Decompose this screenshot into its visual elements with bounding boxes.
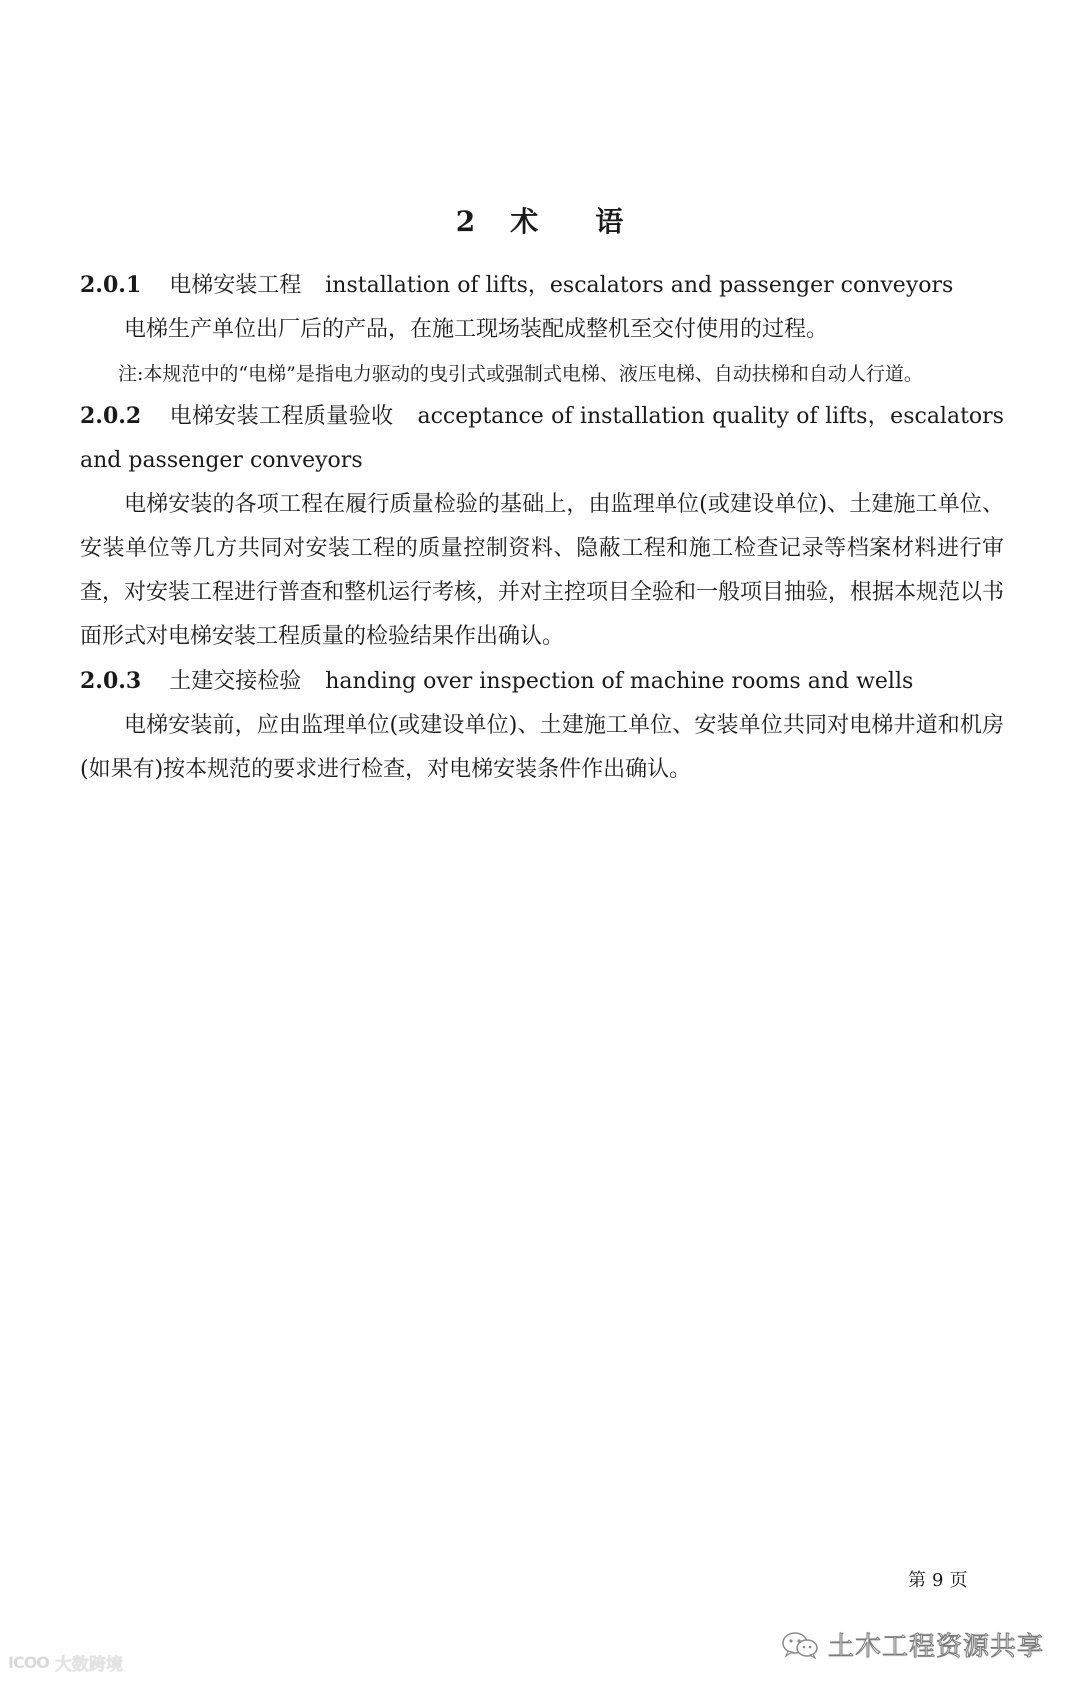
- watermark-right-text: 土木工程资源共享: [828, 1632, 1045, 1662]
- wechat-icon: [780, 1630, 820, 1660]
- clause-number: 2.0.3: [80, 668, 142, 694]
- clause-number: 2.0.2: [80, 403, 142, 429]
- term-english: acceptance of installation quality of lifts，escalators and passenger conveyors: [80, 404, 1004, 473]
- chapter-title-part1: 术: [510, 205, 540, 238]
- term-heading: [80, 659, 1004, 704]
- chapter-title-part2: 语: [595, 205, 625, 238]
- term-chinese: 电梯安装工程质量验收: [169, 404, 394, 429]
- watermark-logo: ICOO: [8, 1653, 49, 1672]
- term-chinese: 土建交接检验: [169, 669, 302, 694]
- clause-number: 2.0.1: [80, 272, 142, 298]
- watermark-right: [780, 1626, 1044, 1663]
- page-number: [908, 1566, 967, 1592]
- term-chinese: 电梯安装工程: [169, 273, 302, 298]
- term-heading: [80, 394, 1004, 483]
- term-english: handing over inspection of machine rooms and wells: [325, 669, 914, 694]
- term-note: 注:本规范中的“电梯”是指电力驱动的曳引式或强制式电梯、液压电梯、自动扶梯和自动人行道。: [118, 363, 923, 385]
- page-prefix: 第: [908, 1570, 926, 1591]
- page-suffix: 页: [949, 1570, 968, 1591]
- term-entry-2-0-1: [80, 263, 1004, 394]
- terms-content: [80, 263, 1004, 792]
- watermark-left: [8, 1650, 123, 1675]
- term-definition: 电梯安装前，应由监理单位(或建设单位)、土建施工单位、安装单位共同对电梯井道和机房(如果有)按本规范的要求进行检查，对电梯安装条件作出确认。: [80, 713, 1004, 782]
- page-number-value: 9: [932, 1570, 944, 1591]
- term-entry-2-0-3: [80, 659, 1004, 792]
- watermark-left-text: 大数跨境: [54, 1655, 123, 1675]
- term-definition: 电梯安装的各项工程在履行质量检验的基础上，由监理单位(或建设单位)、土建施工单位、安装单位等几方共同对安装工程的质量控制资料、隐蔽工程和施工检查记录等档案材料进行审查，对安装工程进行普查和整机运行考核，并对主控项目全验和一般项目抽验，根据本规范以书面形式对电梯安装工程质量的检验结果作出确认。: [80, 492, 1005, 649]
- term-entry-2-0-2: [80, 394, 1004, 659]
- chapter-number: 2: [455, 205, 477, 238]
- term-heading: [80, 263, 1004, 308]
- term-definition: 电梯生产单位出厂后的产品，在施工现场装配成整机至交付使用的过程。: [124, 317, 829, 342]
- chapter-title: [0, 200, 1080, 240]
- term-english: installation of lifts，escalators and passenger conveyors: [325, 273, 954, 298]
